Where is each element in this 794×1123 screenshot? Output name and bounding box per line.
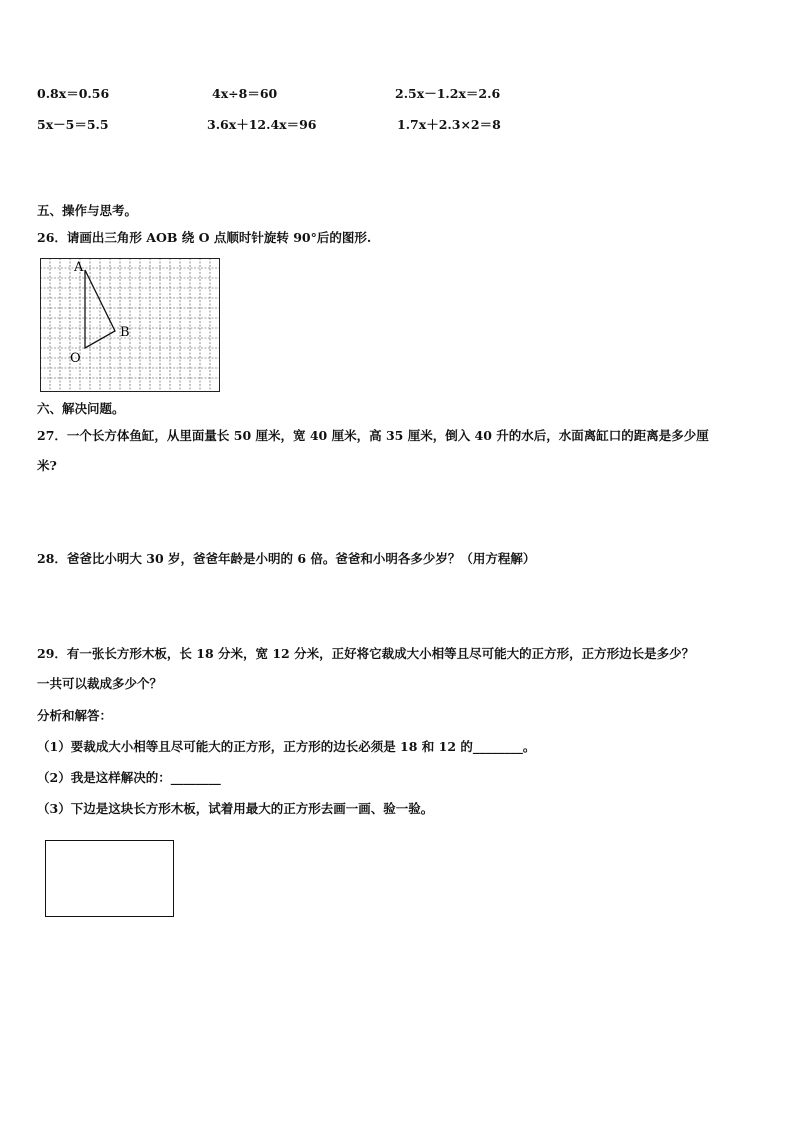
analysis-heading: 分析和解答： — [37, 708, 113, 723]
rectangle-board — [45, 840, 174, 917]
question-27-line2: 米? — [37, 458, 57, 473]
equation-4: 5x－5＝5.5 — [37, 117, 109, 132]
grid-figure — [40, 258, 222, 394]
question-26: 26．请画出三角形 AOB 绕 O 点顺时针旋转 90°后的图形. — [37, 230, 372, 245]
equation-1: 0.8x＝0.56 — [37, 86, 110, 101]
section-heading-operate: 五、操作与思考。 — [37, 203, 138, 218]
label-a: A — [74, 260, 84, 275]
question-27-line1: 27．一个长方体鱼缸，从里面量长 50 厘米，宽 40 厘米，高 35 厘米，倒入 40 升的水后，水面离缸口的距离是多少厘 — [37, 428, 709, 443]
question-29-line1: 29．有一张长方形木板，长 18 分米，宽 12 分米，正好将它裁成大小相等且尽可能大的正方形，正方形边长是多少？ — [37, 646, 695, 661]
question-29-line2: 一共可以裁成多少个？ — [37, 676, 163, 691]
equation-5: 3.6x＋12.4x＝96 — [207, 117, 317, 132]
question-29-part2: （2）我是这样解决的：________ — [37, 770, 221, 785]
equation-2: 4x÷8＝60 — [212, 86, 278, 101]
equation-6: 1.7x＋2.3×2＝8 — [397, 117, 501, 132]
question-29-part3: （3）下边是这块长方形木板，试着用最大的正方形去画一画、验一验。 — [37, 801, 434, 816]
equation-3: 2.5x－1.2x＝2.6 — [395, 86, 501, 101]
question-29-part1: （1）要裁成大小相等且尽可能大的正方形，正方形的边长必须是 18 和 12 的________。 — [37, 739, 536, 754]
label-o: O — [70, 351, 81, 366]
rotation-grid — [40, 258, 222, 398]
section-heading-solve: 六、解决问题。 — [37, 401, 125, 416]
label-b: B — [120, 325, 130, 340]
question-28: 28．爸爸比小明大 30 岁，爸爸年龄是小明的 6 倍。爸爸和小明各多少岁？（用方程解） — [37, 551, 536, 566]
